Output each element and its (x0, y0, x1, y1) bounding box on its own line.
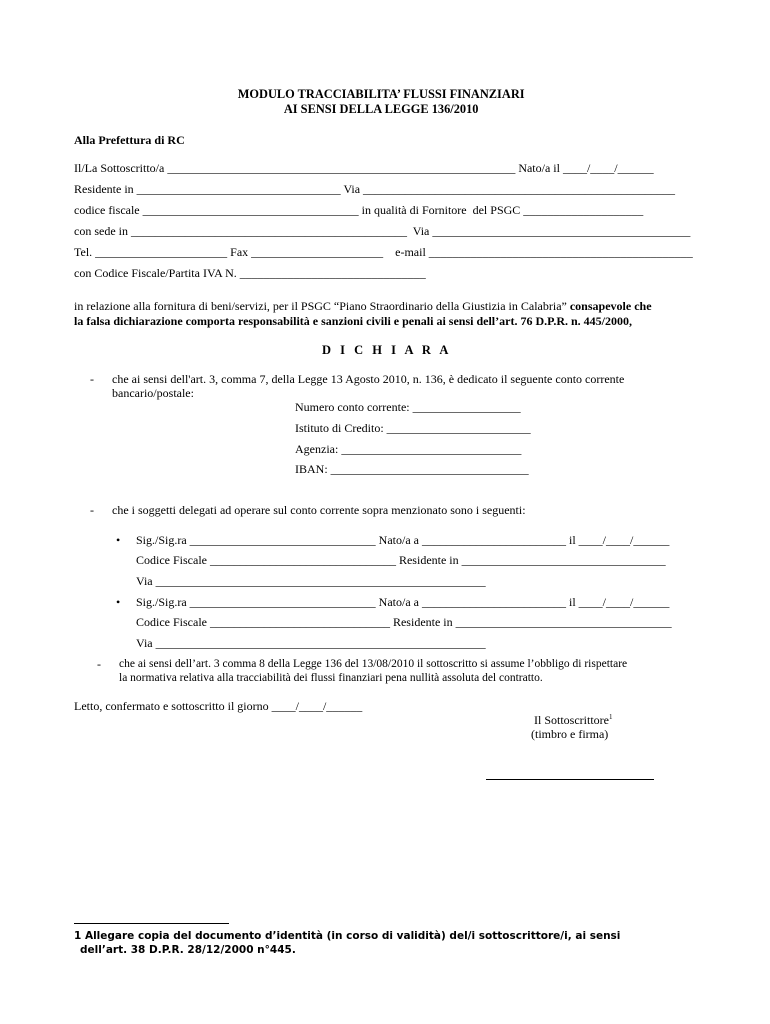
item3-line-2: la normativa relativa alla tracciabilità dei flussi finanziari pena nullità assoluta del contratto. (119, 672, 543, 684)
delegate-1-address: Via _______________________________________________________ (136, 574, 486, 588)
footnote-separator (74, 923, 229, 924)
intro-line-2: la falsa dichiarazione comporta responsabilità e sanzioni civili e penali ai sensi dell’art. 76 D.P.R. n. 445/2000, (74, 314, 633, 328)
signature-label-text: Il Sottoscrittore (534, 713, 609, 727)
dash-marker: - (90, 372, 94, 386)
title-line-2: AI SENSI DELLA LEGGE 136/2010 (283, 102, 479, 116)
form-row-office: con sede in ______________________________________________ Via ___________________________________________ (74, 224, 691, 238)
item1-line-2: bancario/postale: (112, 386, 194, 400)
signature-label (534, 713, 613, 727)
bank-field: Istituto di Credito: ________________________ (295, 421, 531, 435)
intro-line-1 (74, 299, 652, 313)
intro-bold-text: consapevole che (569, 299, 652, 313)
delegate-2-name: Sig./Sig.ra _______________________________ Nato/a a ________________________ il ____/____/______ (136, 595, 670, 609)
dash-marker: - (97, 657, 101, 671)
form-row-vat: con Codice Fiscale/Partita IVA N. _______________________________ (74, 266, 426, 280)
signature-line (486, 779, 654, 780)
title-line-1: MODULO TRACCIABILITA’ FLUSSI FINANZIARI (237, 87, 525, 101)
footnote-ref: 1 (609, 713, 613, 721)
form-row-fiscal-code: codice fiscale ____________________________________ in qualità di Fornitore del PSGC ____________________ (74, 203, 644, 217)
delegate-1-name: Sig./Sig.ra _______________________________ Nato/a a ________________________ il ____/____/______ (136, 533, 670, 547)
footnote-line-2: dell’art. 38 D.P.R. 28/12/2000 n°445. (80, 944, 296, 956)
delegate-2-fiscal-code: Codice Fiscale ______________________________ Residente in ____________________________________ (136, 615, 672, 629)
item2-text: che i soggetti delegati ad operare sul conto corrente sopra menzionato sono i seguenti: (112, 503, 526, 517)
bullet-marker: • (116, 595, 121, 609)
delegate-2-address: Via _______________________________________________________ (136, 636, 486, 650)
closing-date-line: Letto, confermato e sottoscritto il giorno ____/____/______ (74, 699, 363, 713)
dash-marker: - (90, 503, 94, 517)
declaration-heading: D I C H I A R A (322, 343, 452, 357)
intro-text: in relazione alla fornitura di beni/servizi, per il PSGC “Piano Straordinario della Giustizia in Calabria” (74, 299, 570, 313)
item1-line-1: che ai sensi dell'art. 3, comma 7, della Legge 13 Agosto 2010, n. 136, è dedicato il seguente conto corrente (112, 372, 625, 386)
branch-field: Agenzia: ______________________________ (295, 442, 522, 456)
signature-subtitle: (timbro e firma) (531, 727, 609, 741)
iban-field: IBAN: _________________________________ (295, 462, 529, 476)
recipient: Alla Prefettura di RC (74, 133, 185, 147)
form-row-name: Il/La Sottoscritto/a __________________________________________________________ Nato/a il ____/____/______ (74, 161, 654, 175)
item3-line-1: che ai sensi dell’art. 3 comma 8 della Legge 136 del 13/08/2010 il sottoscritto si assume l’obbligo di rispettare (119, 658, 628, 670)
form-row-residence: Residente in __________________________________ Via ____________________________________________________ (74, 182, 676, 196)
delegate-1-fiscal-code: Codice Fiscale _______________________________ Residente in __________________________________ (136, 553, 666, 567)
footnote-line-1: 1 Allegare copia del documento d’identità (in corso di validità) del/i sottoscrittore/i, ai sensi (74, 930, 621, 942)
account-number-field: Numero conto corrente: __________________ (295, 400, 521, 414)
form-row-contacts: Tel. ______________________ Fax ______________________ e-mail ____________________________________________ (74, 245, 693, 259)
bullet-marker: • (116, 533, 121, 547)
